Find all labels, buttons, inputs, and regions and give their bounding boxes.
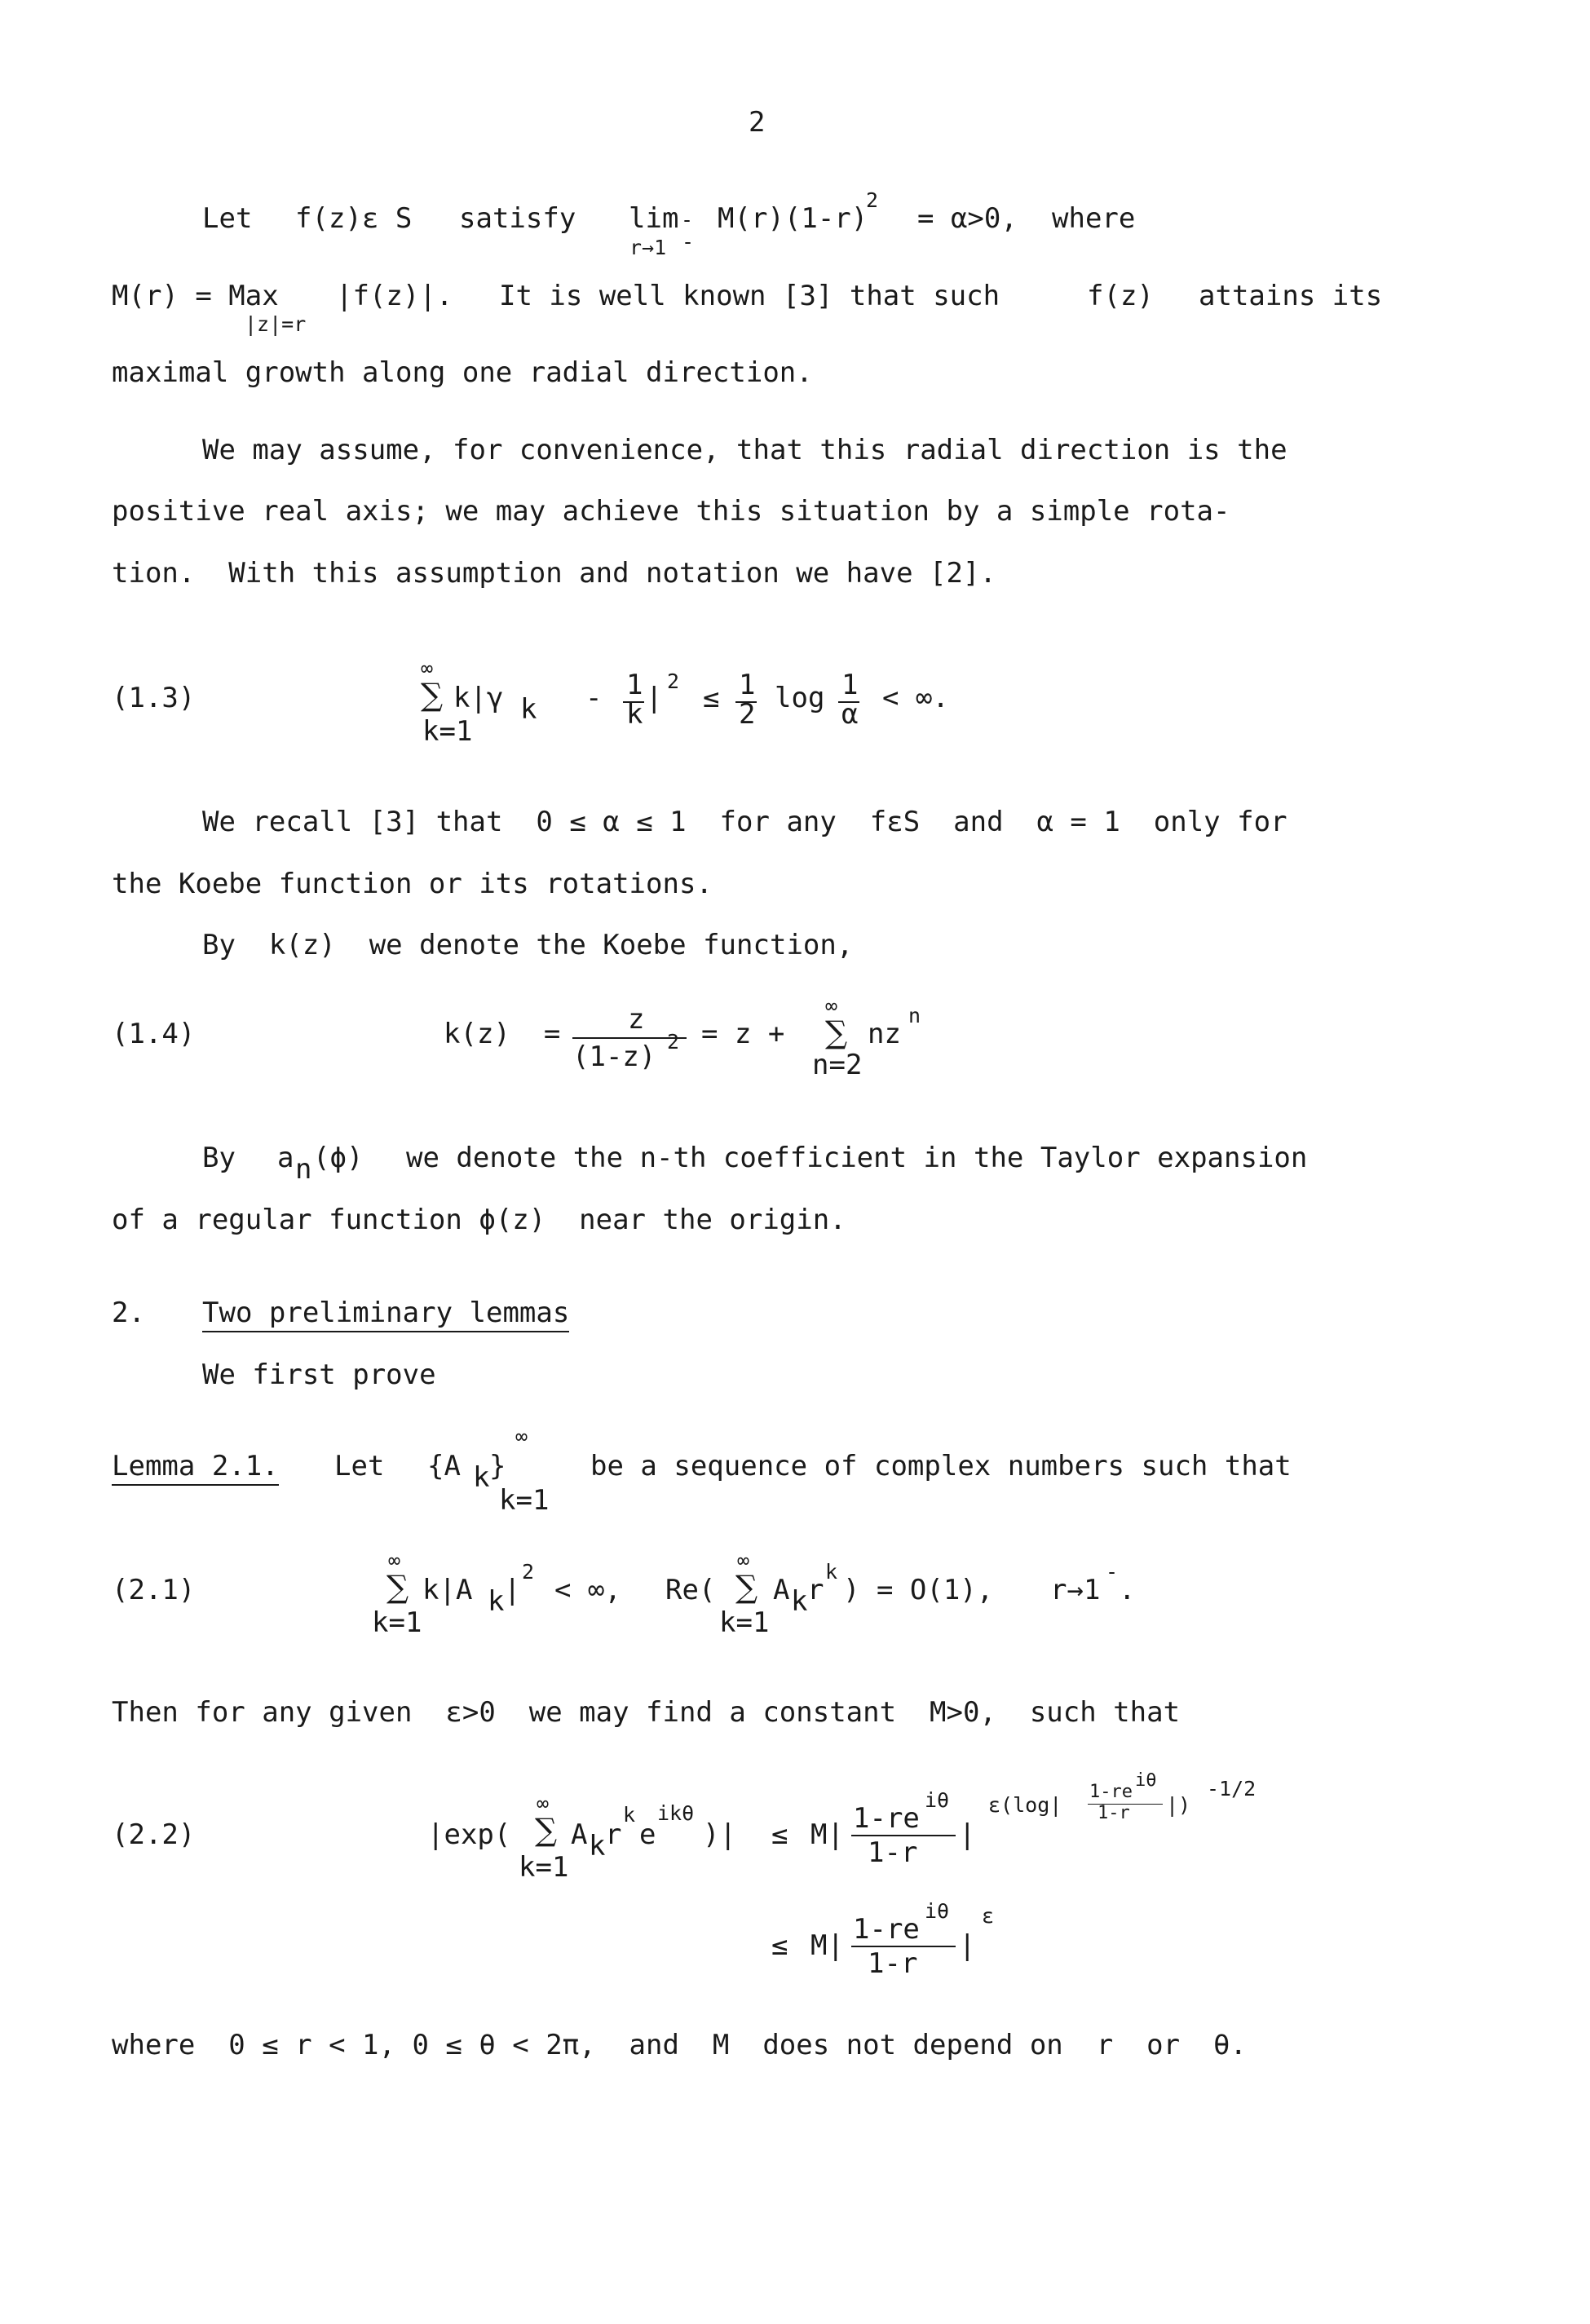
eq22-sup-k: k: [623, 1803, 636, 1827]
eq13-minus: -: [585, 682, 603, 714]
eq22-exp-close: |): [1166, 1793, 1191, 1817]
para1-line3: maximal growth along one radial direction.: [112, 356, 813, 389]
eq22-le2: ≤: [771, 1929, 788, 1962]
eq21-limit-sup: -: [1106, 1560, 1119, 1584]
eq22-den1: 1-r: [868, 1836, 918, 1869]
eq21-sum2-upper: ∞: [737, 1549, 750, 1572]
para2-line3: tion. With this assumption and notation we have [2].: [112, 557, 996, 590]
well-known-text: It is well known [3] that such: [499, 280, 1000, 312]
eq22-a: A: [571, 1818, 588, 1851]
para1-where: where: [1052, 202, 1136, 235]
para2-line2: positive real axis; we may achieve this situation by a simple rota-: [112, 495, 1230, 528]
eq22-sum-upper: ∞: [537, 1792, 550, 1815]
eq22-m1: M|: [810, 1818, 844, 1851]
eq21-dot: .: [1119, 1574, 1136, 1606]
eq22-bar1: |: [959, 1818, 976, 1851]
eq21-close: ) = O(1),: [843, 1574, 994, 1606]
eq13-alpha-den: α: [841, 698, 859, 731]
eq13-tail: < ∞.: [882, 682, 949, 714]
eq22-exp1: ε(log|: [988, 1793, 1062, 1817]
eq14-sum-upper: ∞: [825, 994, 838, 1018]
para5-a: a: [277, 1142, 294, 1174]
para5-rest1: we denote the n-th coefficient in the Taylor expansion: [406, 1142, 1308, 1174]
eq22-label: (2.2): [112, 1818, 196, 1851]
eq22-exp-close: )|: [703, 1818, 736, 1851]
eq14-lhs: k(z) =: [444, 1018, 561, 1050]
para3-line1: We recall [3] that 0 ≤ α ≤ 1 for any fεS and α = 1 only for: [202, 806, 1287, 838]
eq22-exp-den: 1-r: [1098, 1803, 1130, 1823]
eq21-r: r: [807, 1574, 824, 1606]
eq13-frac-num: 1: [626, 669, 643, 701]
para7-line1: where 0 ≤ r < 1, 0 ≤ θ < 2π, and M does not depend on r or θ.: [112, 2029, 1247, 2061]
eq22-exp-open: |exp(: [427, 1818, 511, 1851]
eq22-bar2: |: [959, 1929, 976, 1962]
para1-satisfy: satisfy: [459, 202, 576, 235]
lemma-seq-lower: k=1: [499, 1484, 550, 1517]
lemma-text: be a sequence of complex numbers such that: [590, 1450, 1292, 1482]
eq13-square: 2: [667, 669, 680, 693]
para5-n-sub: n: [295, 1153, 312, 1186]
eq21-limit: r→1: [1050, 1574, 1101, 1606]
para5-phi: (ϕ): [313, 1142, 364, 1174]
eq22-sum-sign: ∑: [535, 1812, 558, 1848]
eq22-exp-pow: -1/2: [1207, 1777, 1257, 1800]
eq21-abs-close: |: [504, 1574, 521, 1606]
para1-let: Let: [202, 202, 253, 235]
eq13-label: (1.3): [112, 682, 196, 714]
alpha-definition: = α>0,: [917, 202, 1018, 235]
fz-text: f(z): [1087, 280, 1154, 312]
para5-line2: of a regular function ϕ(z) near the origin.: [112, 1204, 846, 1236]
lemma-sequence-sub: k: [473, 1461, 490, 1494]
abs-fz: |f(z)|.: [336, 280, 453, 312]
eq13-sum-lower: k=1: [422, 715, 473, 748]
eq22-e: e: [639, 1818, 656, 1851]
section-number: 2.: [112, 1297, 145, 1329]
max-modulus-def: M(r) = Max: [112, 280, 279, 312]
limit-sub-minus: -: [682, 230, 695, 254]
eq21-sub-k1: k: [488, 1585, 505, 1618]
eq14-sum-sign: ∑: [825, 1014, 848, 1050]
growth-exponent: 2: [866, 188, 879, 212]
eq21-square: 2: [522, 1560, 535, 1584]
para5-by: By: [202, 1142, 236, 1174]
eq14-nz: nz: [868, 1018, 901, 1050]
eq21-sum1-upper: ∞: [388, 1549, 401, 1572]
attains-its: attains its: [1199, 280, 1383, 312]
eq13-gamma-sub: k: [520, 693, 537, 726]
eq14-den-square: 2: [667, 1030, 680, 1054]
eq14-n-sup: n: [908, 1004, 921, 1027]
limit-subscript: r→1: [629, 236, 667, 259]
lemma-label: Lemma 2.1.: [112, 1450, 279, 1486]
eq21-k-abs: k|A: [422, 1574, 473, 1606]
eq13-le: ≤: [703, 682, 720, 714]
eq22-den2: 1-r: [868, 1947, 918, 1980]
eq22-sub-k: k: [589, 1830, 606, 1862]
max-subscript: |z|=r: [245, 312, 307, 336]
page-number: 2: [749, 106, 766, 139]
eq21-sup-k: k: [825, 1560, 838, 1584]
para1-fz-in-s: f(z)ε S: [295, 202, 413, 235]
eq22-sum-lower: k=1: [519, 1851, 569, 1884]
eq13-sum-sign: ∑: [421, 677, 444, 713]
para4-line1: By k(z) we denote the Koebe function,: [202, 929, 854, 961]
lemma-seq-upper: ∞: [515, 1425, 528, 1448]
eq21-sub-k2: k: [791, 1585, 808, 1618]
first-prove: We first prove: [202, 1359, 436, 1391]
lemma-let: Let: [334, 1450, 385, 1482]
eq22-num2-sup: iθ: [925, 1899, 950, 1923]
eq22-m2: M|: [810, 1929, 844, 1962]
limit-operator: lim: [629, 202, 679, 235]
eq22-sup-ik: ikθ: [657, 1801, 695, 1825]
eq22-eps2: ε: [982, 1904, 995, 1928]
eq14-den: (1-z): [572, 1040, 656, 1073]
eq22-num2: 1-re: [853, 1913, 920, 1946]
eq13-half-num: 1: [739, 669, 756, 701]
eq13-half-den: 2: [739, 698, 756, 731]
eq14-num: z: [628, 1003, 645, 1036]
para3-line2: the Koebe function or its rotations.: [112, 868, 713, 900]
growth-expression: M(r)(1-r): [718, 202, 868, 235]
eq22-num1: 1-re: [853, 1802, 920, 1835]
eq21-a: A: [773, 1574, 790, 1606]
lemma-sequence-close: }: [489, 1450, 506, 1482]
eq22-exp-num: 1-re: [1089, 1782, 1133, 1802]
eq14-label: (1.4): [112, 1018, 196, 1050]
eq21-sum1-lower: k=1: [372, 1606, 422, 1639]
eq14-sum-lower: n=2: [812, 1049, 863, 1081]
eq21-sum2-sign: ∑: [735, 1569, 758, 1605]
eq21-re: Re(: [665, 1574, 716, 1606]
eq21-sum1-sign: ∑: [386, 1569, 409, 1605]
eq22-le1: ≤: [771, 1818, 788, 1851]
eq21-lt-inf: < ∞,: [554, 1574, 621, 1606]
limit-minus: -: [681, 208, 694, 232]
eq13-log: log: [775, 682, 825, 714]
para2-line1: We may assume, for convenience, that this radial direction is the: [202, 434, 1287, 466]
eq13-abs-close: |: [646, 682, 663, 714]
eq21-label: (2.1): [112, 1574, 196, 1606]
eq13-sum-upper: ∞: [421, 656, 434, 680]
eq22-r: r: [605, 1818, 622, 1851]
eq14-eq-z-plus: = z +: [701, 1018, 785, 1050]
eq13-frac-den: k: [626, 698, 643, 731]
eq22-exp-num-sup: iθ: [1135, 1770, 1157, 1791]
eq21-sum2-lower: k=1: [719, 1606, 770, 1639]
para6-line1: Then for any given ε>0 we may find a constant M>0, such that: [112, 1696, 1181, 1729]
eq22-num1-sup: iθ: [925, 1788, 950, 1812]
lemma-sequence-open: {A: [427, 1450, 461, 1482]
eq13-k-gamma: k|γ: [453, 682, 504, 714]
section-title: Two preliminary lemmas: [202, 1297, 569, 1332]
eq13-alpha-num: 1: [841, 669, 859, 701]
